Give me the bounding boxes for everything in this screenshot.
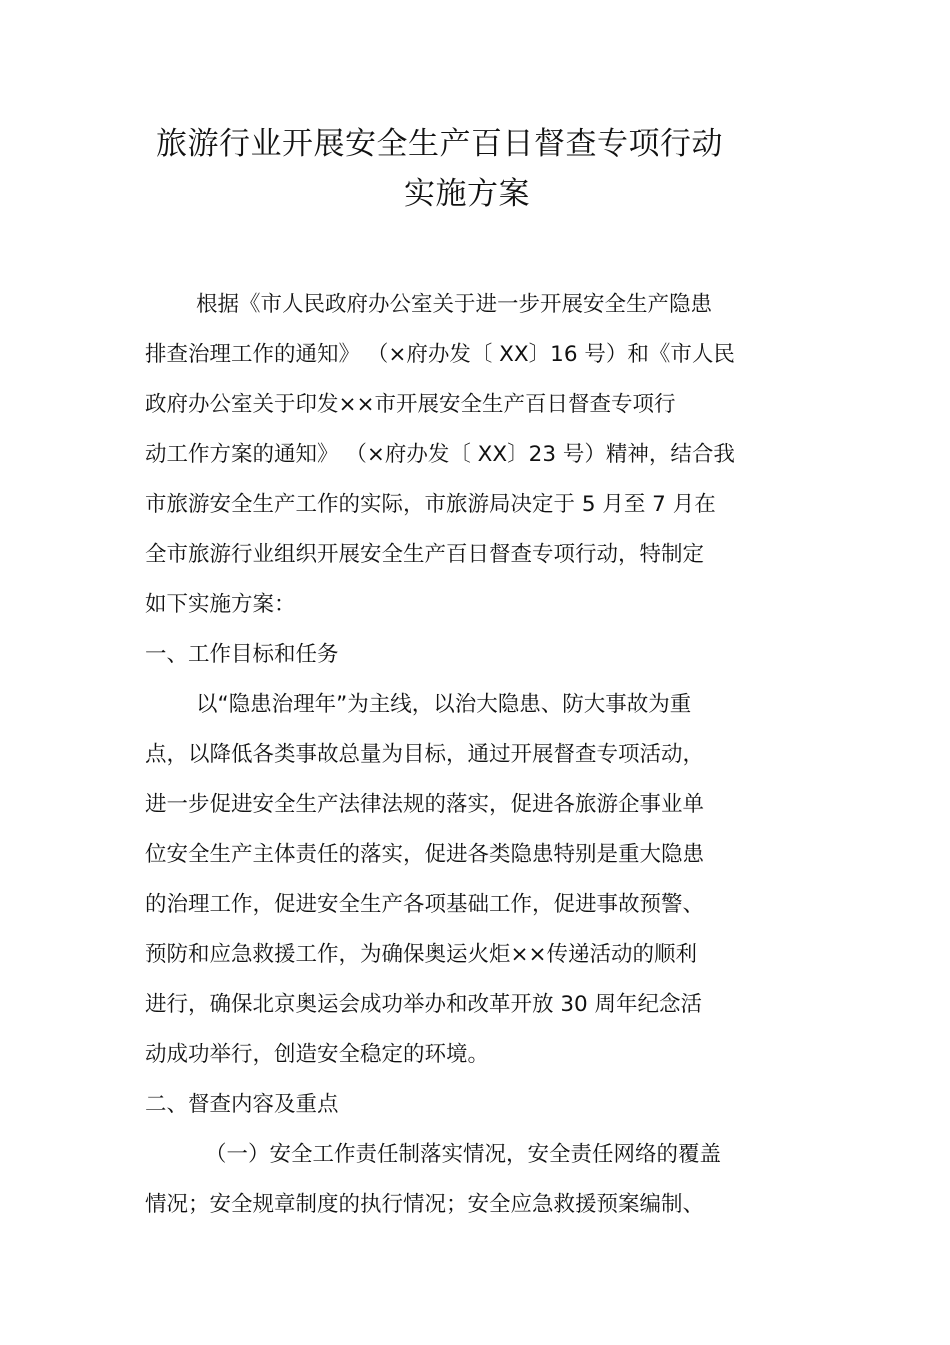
paragraph-line: 点，以降低各类事故总量为目标，通过开展督查专项活动， xyxy=(145,742,705,767)
section-heading: 一、工作目标和任务 xyxy=(145,642,339,667)
paragraph-line: 预防和应急救援工作，为确保奥运火炬××传递活动的顺利 xyxy=(145,942,698,967)
paragraph-line: 以“隐患治理年”为主线，以治大隐患、防大事故为重 xyxy=(196,692,692,717)
paragraph-line: 政府办公室关于印发××市开展安全生产百日督查专项行 xyxy=(145,392,676,417)
document-title: 旅游行业开展安全生产百日督查专项行动 xyxy=(156,126,723,162)
paragraph-line: （一）安全工作责任制落实情况，安全责任网络的覆盖 xyxy=(205,1142,722,1167)
paragraph-line: 市旅游安全生产工作的实际，市旅游局决定于 5 月至 7 月在 xyxy=(145,492,716,517)
paragraph-line: 排查治理工作的通知》 （×府办发〔 XX〕16 号）和《市人民 xyxy=(145,342,735,367)
paragraph-line: 进一步促进安全生产法律法规的落实，促进各旅游企事业单 xyxy=(145,792,705,817)
section-heading: 二、督查内容及重点 xyxy=(145,1092,339,1117)
paragraph-line: 全市旅游行业组织开展安全生产百日督查专项行动，特制定 xyxy=(145,542,705,567)
paragraph-line: 进行，确保北京奥运会成功举办和改革开放 30 周年纪念活 xyxy=(145,992,703,1017)
paragraph-line: 如下实施方案： xyxy=(145,592,296,617)
paragraph-line: 动成功举行，创造安全稳定的环境。 xyxy=(145,1042,490,1067)
paragraph-line: 根据《市人民政府办公室关于进一步开展安全生产隐患 xyxy=(196,292,713,317)
document-subtitle: 实施方案 xyxy=(404,176,530,212)
paragraph-line: 动工作方案的通知》 （×府办发〔 XX〕23 号）精神，结合我 xyxy=(145,442,735,467)
paragraph-line: 情况；安全规章制度的执行情况；安全应急救援预案编制、 xyxy=(145,1192,705,1217)
paragraph-line: 的治理工作，促进安全生产各项基础工作，促进事故预警、 xyxy=(145,892,705,917)
paragraph-line: 位安全生产主体责任的落实，促进各类隐患特别是重大隐患 xyxy=(145,842,705,867)
